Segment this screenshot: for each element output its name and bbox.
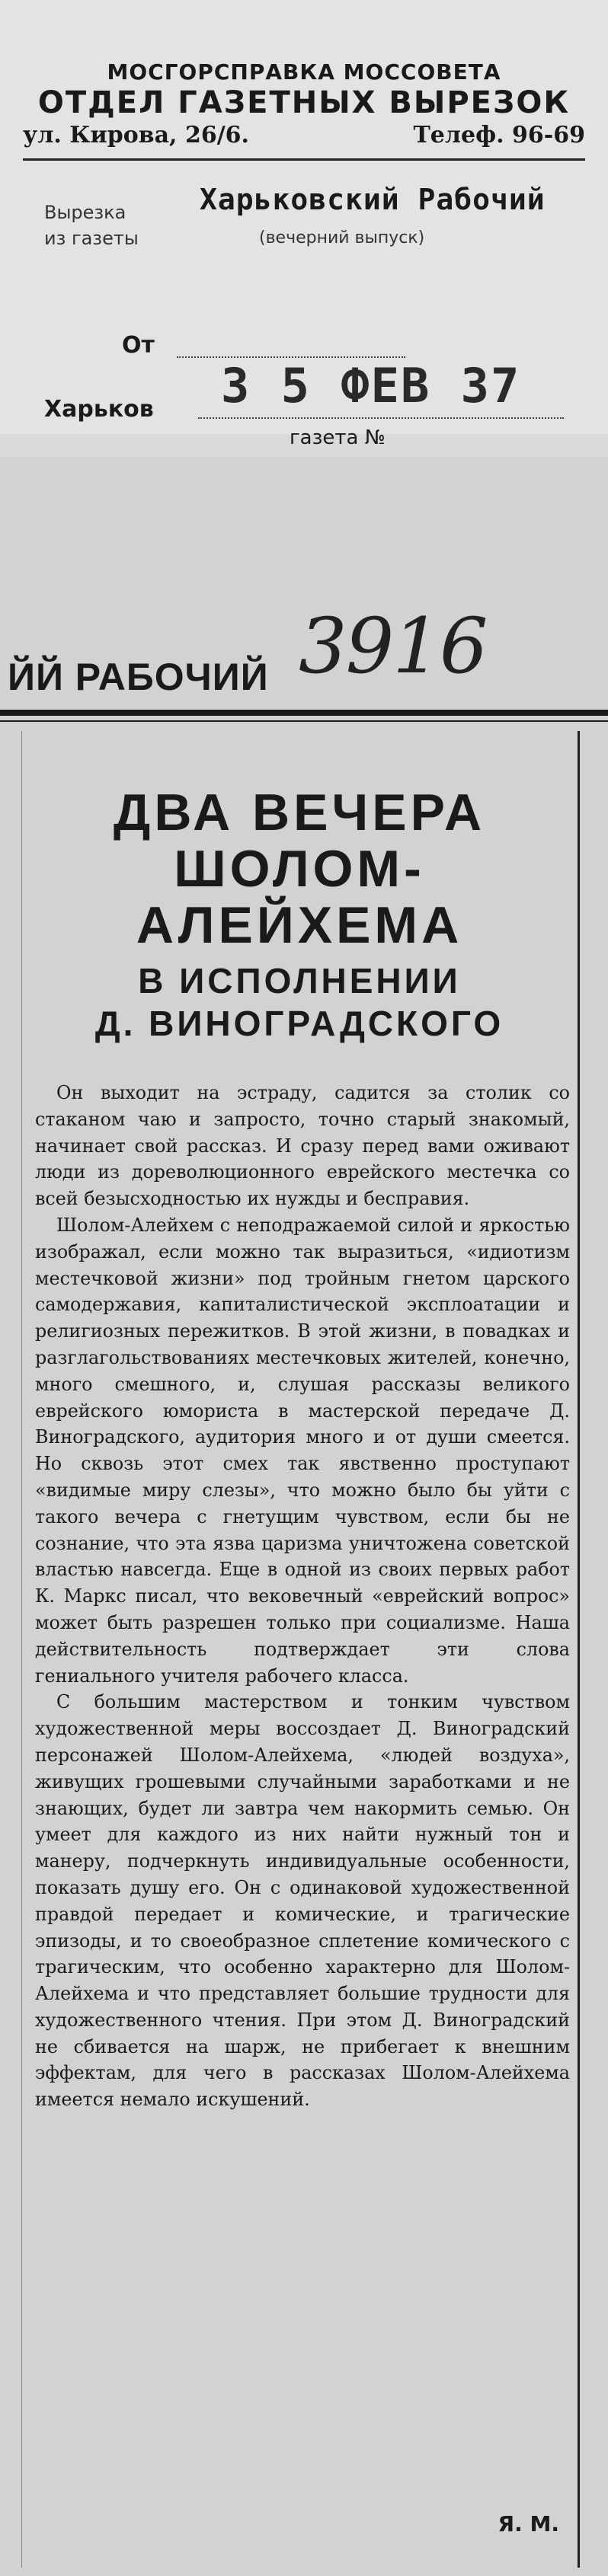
article (21, 731, 580, 2568)
masthead-rule-thick (0, 710, 608, 716)
article-headline: ДВА ВЕЧЕРА ШОЛОМ- АЛЕЙХЕМА (113, 784, 486, 954)
phone: Телеф. 96-69 (413, 122, 585, 148)
handwritten-number: 3916 (299, 602, 487, 691)
city-label: Харьков (44, 396, 154, 423)
from-label: От (122, 332, 155, 359)
divider (23, 158, 585, 161)
date-stamp: 3 5 ФЕВ 37 (221, 358, 521, 413)
source-label (44, 200, 139, 251)
source-label-line-2: из газеты (44, 228, 139, 249)
department-name: ОТДЕЛ ГАЗЕТНЫХ ВЫРЕЗОК (37, 85, 571, 120)
clipping-bureau-slip (0, 0, 608, 449)
article-subheadline: В ИСПОЛНЕНИИ Д. ВИНОГРАДСКОГО (94, 961, 504, 1043)
author-signature: Я. М. (498, 2511, 559, 2536)
masthead-rule-thin (0, 720, 608, 722)
article-body (35, 1080, 570, 2113)
contact-row (23, 122, 585, 155)
newspaper-masthead: ЙЙ РАБОЧИЙ (8, 656, 269, 698)
address: ул. Кирова, 26/6. (23, 122, 249, 148)
article-paragraph: Он выходит на эстраду, садится за столик со стаканом чаю и запросто, точно старый знакомый, начинает свой рассказ. И сразу перед вами оживают люди из дореволюционного еврейского местечка со всей безысходностью их нужды и бесправия. (35, 1082, 570, 1210)
date-fill-line (198, 417, 564, 419)
source-newspaper-name: Харьковский Рабочий (200, 183, 546, 216)
article-paragraph: Шолом-Алейхем с неподражаемой силой и яркостью изображал, если можно так выразиться, «идиотизм местечковой жизни» под тройным гнетом царского самодержавия, капиталистической эксплоатации и религиозных пережитков. В этой жизни, в повадках и разглагольствованиях местечковых жителей, конечно, много смешного, и, слушая рассказы великого еврейского юмориста в мастерской передаче Д. Виноградского, аудитория много и от души смеется. Но сквозь этот смех так явственно проступают «видимые миру слезы», что можно было бы уйти с такого вечера с гнетущим чувством, если бы не сознание, что эта язва царизма уничтожена советской властью навсегда. Еще в одной из своих первых работ К. Маркс писал, что вековечный «еврейский вопрос» может быть разрешен только при социализме. Наша действительность подтверждает эти слова гениального учителя рабочего класса. (35, 1214, 570, 1687)
newspaper-clipping (0, 457, 608, 2576)
article-paragraph: С большим мастерством и тонким чувством художественной меры воссоздает Д. Виноградский персонажей Шолом-Алейхема, «людей воздуха», живущих грошевыми случайными заработками и не знающих, будет ли завтра чем накормить семью. Он умеет для каждого из них найти нужный тон и манеру, подчеркнуть индивидуальные особенности, показать душу его. Он с одинаковой художественной правдой передает и комические, и трагические эпизоды, и то своеобразное сплетение комического с трагическим, что особенно характерно для Шолом-Алейхема и что представляет большие трудности для художественного чтения. При этом Д. Виноградский не сбивается на шарж, не прибегает к внешним эффектам, для чего в рассказах Шолом-Алейхема имеется немало искушений. (35, 1691, 570, 2111)
organization-name: МОСГОРСПРАВКА МОССОВЕТА (107, 59, 501, 85)
source-label-line-1: Вырезка (44, 202, 126, 223)
source-edition: (вечерний выпуск) (259, 228, 425, 247)
issue-number-label: газета № (290, 426, 386, 449)
